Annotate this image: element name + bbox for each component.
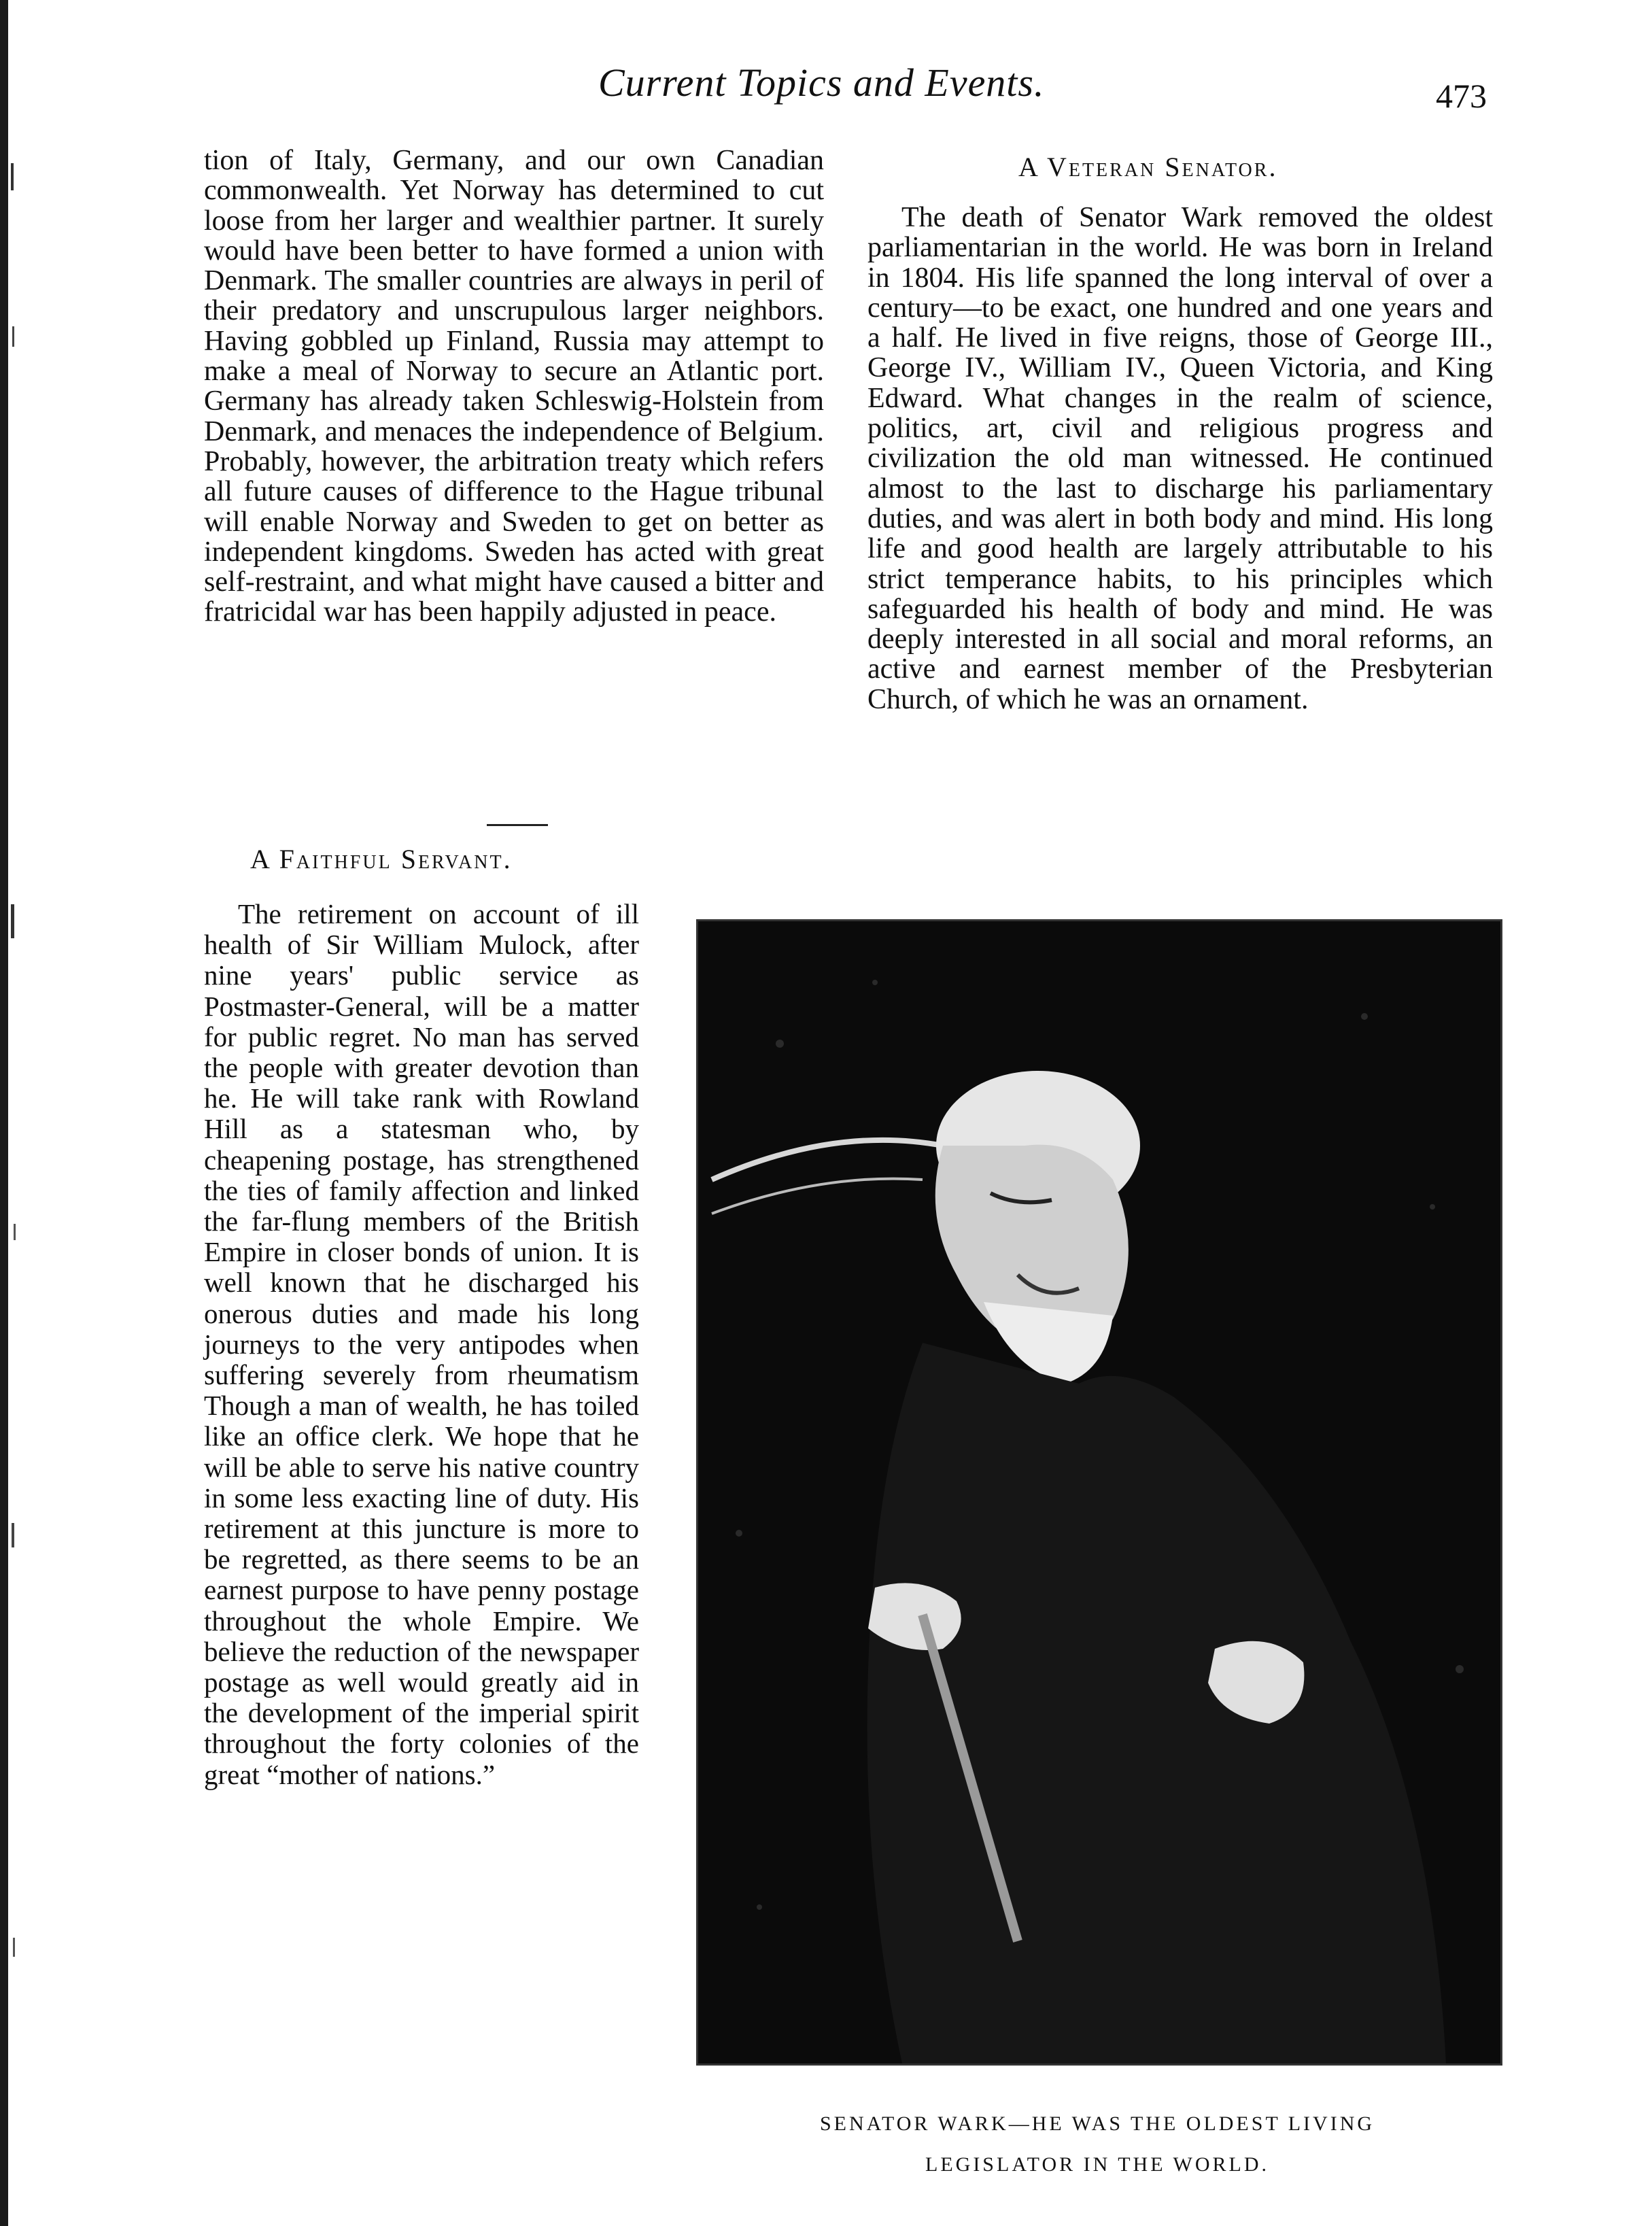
- veteran-senator-text: The death of Senator Wark removed the oldest parliamentarian in the world. He was born in Ireland in 1804. His life spanned the long interval of over a century—to be exact, one hundred and one years and a half. He lived in five reigns, those of George III., George IV., William IV., Queen Victoria, and King Edward. What changes in the realm of science, politics, art, civil and religious progress and civilization the old man witnessed. He continued almost to the last to discharge his parliamentary duties, and was alert in both body and mind. His long life and good health are largely attributable to his strict temperance habits, to his principles which safeguarded his health of body and mind. He was deeply interested in all social and moral reforms, an active and earnest member of the Presbyterian Church, of which he was an ornament.: [867, 202, 1493, 715]
- faithful-servant-text: The retirement on account of ill health of Sir William Mulock, after nine years' public service as Postmaster-General, will be a matter for public regret. No man has served the people with greater devotion than he. He will take rank with Rowland Hill as a statesman who, by cheapening postage, has strengthened the ties of family affection and linked the far-flung members of the British Empire in closer bonds of union. It is well known that he discharged his onerous duties and made his long journeys to the very antipodes when suffering severely from rheumatism Though a man of wealth, he has toiled like an office clerk. We hope that he will be able to serve his native country in some less exacting line of duty. His retirement at this juncture is more to be regretted, as there seems to be an earnest purpose to have penny postage throughout the whole Empire. We believe the reduction of the newspaper postage as well would greatly aid in the development of the imperial spirit throughout the forty colonies of the great “mother of nations.”: [204, 898, 639, 1790]
- veteran-senator-paragraph: [867, 203, 1493, 715]
- photo-caption-line-2: LEGISLATOR IN THE WORLD.: [925, 2153, 1269, 2176]
- faithful-servant-heading: A Faithful Servant.: [250, 844, 513, 874]
- portrait-silhouette: [698, 921, 1500, 2064]
- page-number: 473: [1436, 77, 1487, 115]
- faithful-servant-paragraph: [204, 899, 639, 1790]
- faithful-servant-article: [204, 899, 639, 1790]
- veteran-senator-article: [867, 203, 1493, 715]
- senator-portrait-photo: [696, 919, 1502, 2066]
- veteran-senator-heading: A Veteran Senator.: [1018, 152, 1278, 182]
- binding-scan-marks: [10, 0, 30, 2226]
- left-column-continued-article: [204, 145, 824, 628]
- photo-caption-line-1: SENATOR WARK—HE WAS THE OLDEST LIVING: [819, 2112, 1375, 2135]
- page-binding-edge: [0, 0, 8, 2226]
- continued-paragraph: tion of Italy, Germany, and our own Canadian commonwealth. Yet Norway has determined to cut loose from her larger and wealthier partner. It surely would have been better to have formed a union with Denmark. The smaller countries are always in peril of their predatory and unscrupulous larger neighbors. Having gobbled up Finland, Russia may attempt to make a meal of Norway to secure an Atlantic port. Germany has already taken Schleswig-Holstein from Denmark, and menaces the independence of Belgium. Probably, however, the arbitration treaty which refers all future causes of difference to the Hague tribunal will enable Norway and Sweden to get on better as independent kingdoms. Sweden has acted with great self-restraint, and what might have caused a bitter and fratricidal war has been happily adjusted in peace.: [204, 145, 824, 628]
- section-divider: [487, 824, 548, 826]
- running-head: Current Topics and Events.: [598, 61, 1045, 105]
